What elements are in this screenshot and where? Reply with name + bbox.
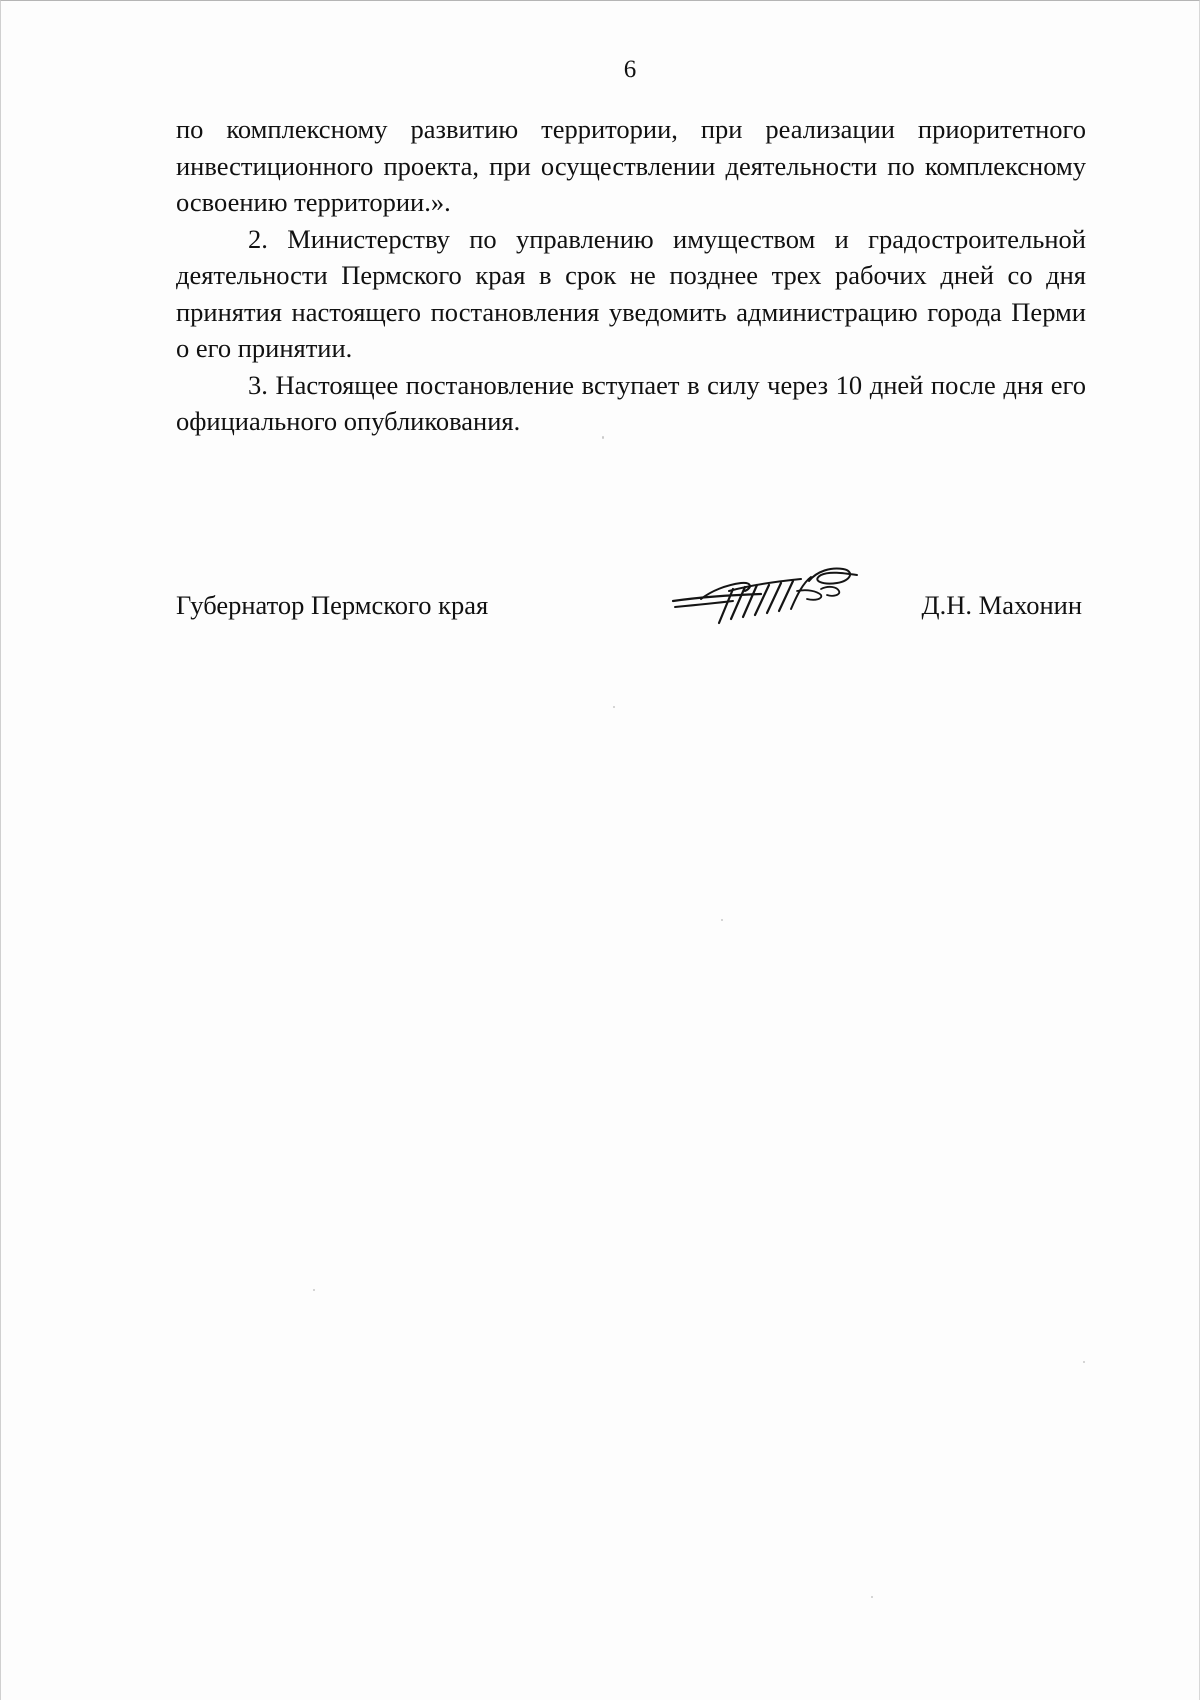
page-number: 6: [623, 56, 637, 83]
signatory-position: Губернатор Пермского края: [176, 590, 489, 620]
scan-speck: [602, 436, 604, 439]
paragraph-continuation: по комплексному развитию территории, при реализации приоритетного инвестиционного проекта, при осуществлении деятельности по комплексному освоению территории.».: [176, 114, 1086, 217]
paragraph-item-2: 2. Министерству по управлению имуществом и градостроительной деятельности Пермского края в срок не позднее трех рабочих дней со дня принятия настоящего постановления уведомить администрацию города Перми о его принятии.: [176, 223, 1086, 363]
scan-speck: [313, 1289, 315, 1291]
document-body: [176, 111, 1086, 440]
handwritten-signature-icon: [671, 561, 861, 625]
signature-block: [176, 561, 1086, 641]
scan-speck: [871, 1596, 873, 1598]
scan-speck: [1083, 1361, 1085, 1363]
paragraph-item-3: 3. Настоящее постановление вступает в силу через 10 дней после дня его официального опубликования.: [176, 369, 1086, 436]
scan-speck: [721, 919, 723, 921]
scan-speck: [613, 706, 615, 708]
signatory-name: Д.Н. Махонин: [921, 590, 1082, 620]
